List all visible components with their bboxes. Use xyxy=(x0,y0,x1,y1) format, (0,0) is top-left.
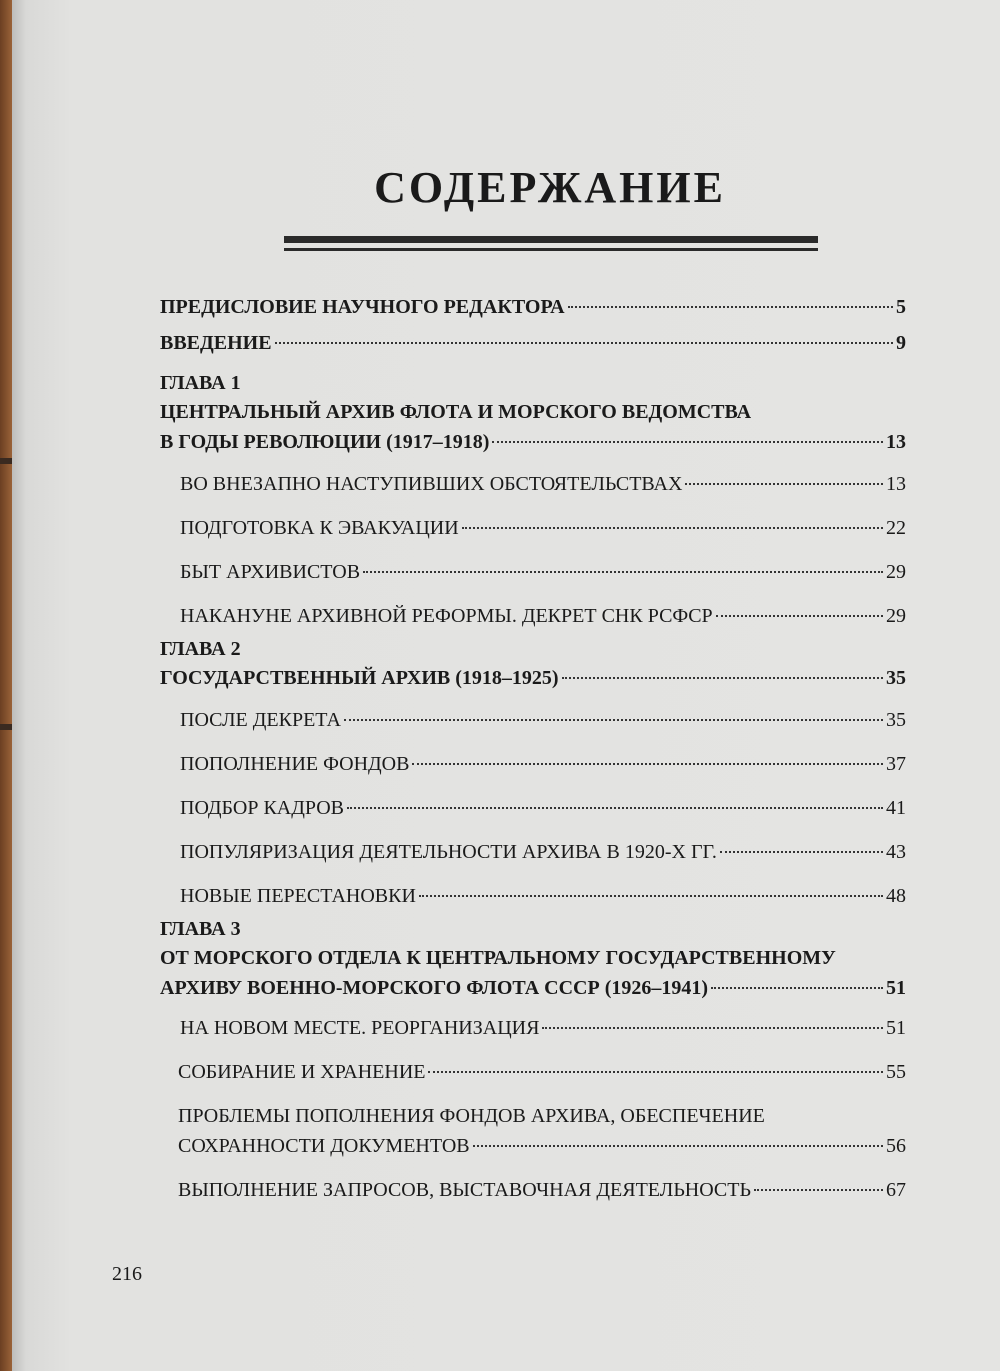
toc-page-number: 22 xyxy=(886,517,906,539)
toc-section xyxy=(160,1013,906,1043)
toc-page-number: 5 xyxy=(896,296,906,318)
toc-section-label: ПРОБЛЕМЫ ПОПОЛНЕНИЯ ФОНДОВ АРХИВА, ОБЕСПЕЧЕНИЕ xyxy=(178,1105,765,1127)
toc-section xyxy=(160,601,906,631)
toc-page-number: 51 xyxy=(886,1017,906,1039)
toc-section xyxy=(160,793,906,823)
chapter-title-line: В ГОДЫ РЕВОЛЮЦИИ (1917–1918) xyxy=(160,431,490,453)
page-number: 216 xyxy=(112,1263,142,1285)
chapter-title xyxy=(160,397,906,457)
dot-leader xyxy=(562,677,883,679)
toc-section-label: ВО ВНЕЗАПНО НАСТУПИВШИХ ОБСТОЯТЕЛЬСТВАХ xyxy=(180,473,683,495)
toc-section-label: ВЫПОЛНЕНИЕ ЗАПРОСОВ, ВЫСТАВОЧНАЯ ДЕЯТЕЛЬНОСТЬ xyxy=(178,1179,751,1201)
toc-section xyxy=(160,1101,906,1161)
toc-page-number: 35 xyxy=(886,667,906,689)
toc-page-number: 37 xyxy=(886,753,906,775)
toc-page-number: 55 xyxy=(886,1061,906,1083)
toc-section xyxy=(160,469,906,499)
toc-page-number: 29 xyxy=(886,561,906,583)
toc-section-label: БЫТ АРХИВИСТОВ xyxy=(180,561,361,583)
toc-section-label: НА НОВОМ МЕСТЕ. РЕОРГАНИЗАЦИЯ xyxy=(180,1017,540,1039)
toc-section xyxy=(160,557,906,587)
chapter-label: ГЛАВА 2 xyxy=(160,638,241,660)
book-cover-edge xyxy=(0,0,12,1371)
toc-section xyxy=(160,705,906,735)
toc-entry-label: ПРЕДИСЛОВИЕ НАУЧНОГО РЕДАКТОРА xyxy=(160,296,565,318)
toc-entry-label: ВВЕДЕНИЕ xyxy=(160,332,272,354)
toc-section-label: ПОДГОТОВКА К ЭВАКУАЦИИ xyxy=(180,517,459,539)
dot-leader xyxy=(542,1027,883,1029)
toc-entry-intro xyxy=(160,332,906,355)
chapter-label: ГЛАВА 1 xyxy=(160,372,241,394)
toc-section xyxy=(160,881,906,911)
toc-page-number: 56 xyxy=(886,1135,906,1157)
dot-leader xyxy=(685,483,883,485)
toc-entry-preface xyxy=(160,296,906,319)
toc-page-number: 29 xyxy=(886,605,906,627)
dot-leader xyxy=(347,807,883,809)
toc-section xyxy=(160,1175,906,1205)
table-of-contents xyxy=(160,296,906,1205)
toc-section-label: СОХРАННОСТИ ДОКУМЕНТОВ xyxy=(178,1135,470,1157)
toc-section-label: НАКАНУНЕ АРХИВНОЙ РЕФОРМЫ. ДЕКРЕТ СНК РСФСР xyxy=(180,605,713,627)
dot-leader xyxy=(363,571,883,573)
toc-page-number: 51 xyxy=(886,977,906,999)
chapter-title xyxy=(160,663,906,693)
toc-section-label: СОБИРАНИЕ И ХРАНЕНИЕ xyxy=(178,1061,426,1083)
toc-section-label: ПОСЛЕ ДЕКРЕТА xyxy=(180,709,341,731)
chapter-title xyxy=(160,943,906,1003)
chapter-title-line: ГОСУДАРСТВЕННЫЙ АРХИВ (1918–1925) xyxy=(160,667,559,689)
toc-section-label: ПОПУЛЯРИЗАЦИЯ ДЕЯТЕЛЬНОСТИ АРХИВА В 1920-Х ГГ. xyxy=(180,841,717,863)
toc-page-number: 9 xyxy=(896,332,906,354)
toc-section xyxy=(160,1057,906,1087)
dot-leader xyxy=(473,1145,883,1147)
dot-leader xyxy=(462,527,883,529)
dot-leader xyxy=(428,1071,883,1073)
chapter-label: ГЛАВА 3 xyxy=(160,918,241,940)
dot-leader xyxy=(754,1189,883,1191)
toc-page-number: 13 xyxy=(886,473,906,495)
chapter-title-line: АРХИВУ ВОЕННО-МОРСКОГО ФЛОТА СССР (1926–1941) xyxy=(160,977,709,999)
toc-section xyxy=(160,749,906,779)
toc-section-label: НОВЫЕ ПЕРЕСТАНОВКИ xyxy=(180,885,416,907)
dot-leader xyxy=(412,763,883,765)
title-rule-thick xyxy=(284,236,818,243)
toc-page-number: 41 xyxy=(886,797,906,819)
dot-leader xyxy=(720,851,883,853)
toc-section xyxy=(160,513,906,543)
toc-section-label: ПОПОЛНЕНИЕ ФОНДОВ xyxy=(180,753,410,775)
toc-page-number: 67 xyxy=(886,1179,906,1201)
chapter-title-line: ОТ МОРСКОГО ОТДЕЛА К ЦЕНТРАЛЬНОМУ ГОСУДАРСТВЕННОМУ xyxy=(160,947,836,969)
dot-leader xyxy=(711,987,883,989)
dot-leader xyxy=(716,615,883,617)
chapter-title-line: ЦЕНТРАЛЬНЫЙ АРХИВ ФЛОТА И МОРСКОГО ВЕДОМСТВА xyxy=(160,401,752,423)
dot-leader xyxy=(419,895,883,897)
title-rule-thin xyxy=(284,248,818,251)
dot-leader xyxy=(492,441,883,443)
toc-page-number: 43 xyxy=(886,841,906,863)
toc-page-number: 35 xyxy=(886,709,906,731)
toc-page-number: 48 xyxy=(886,885,906,907)
page-title: СОДЕРЖАНИЕ xyxy=(374,163,726,212)
dot-leader xyxy=(568,306,893,308)
dot-leader xyxy=(275,342,893,344)
toc-section-label: ПОДБОР КАДРОВ xyxy=(180,797,345,819)
toc-section xyxy=(160,837,906,867)
dot-leader xyxy=(344,719,883,721)
toc-page-number: 13 xyxy=(886,431,906,453)
